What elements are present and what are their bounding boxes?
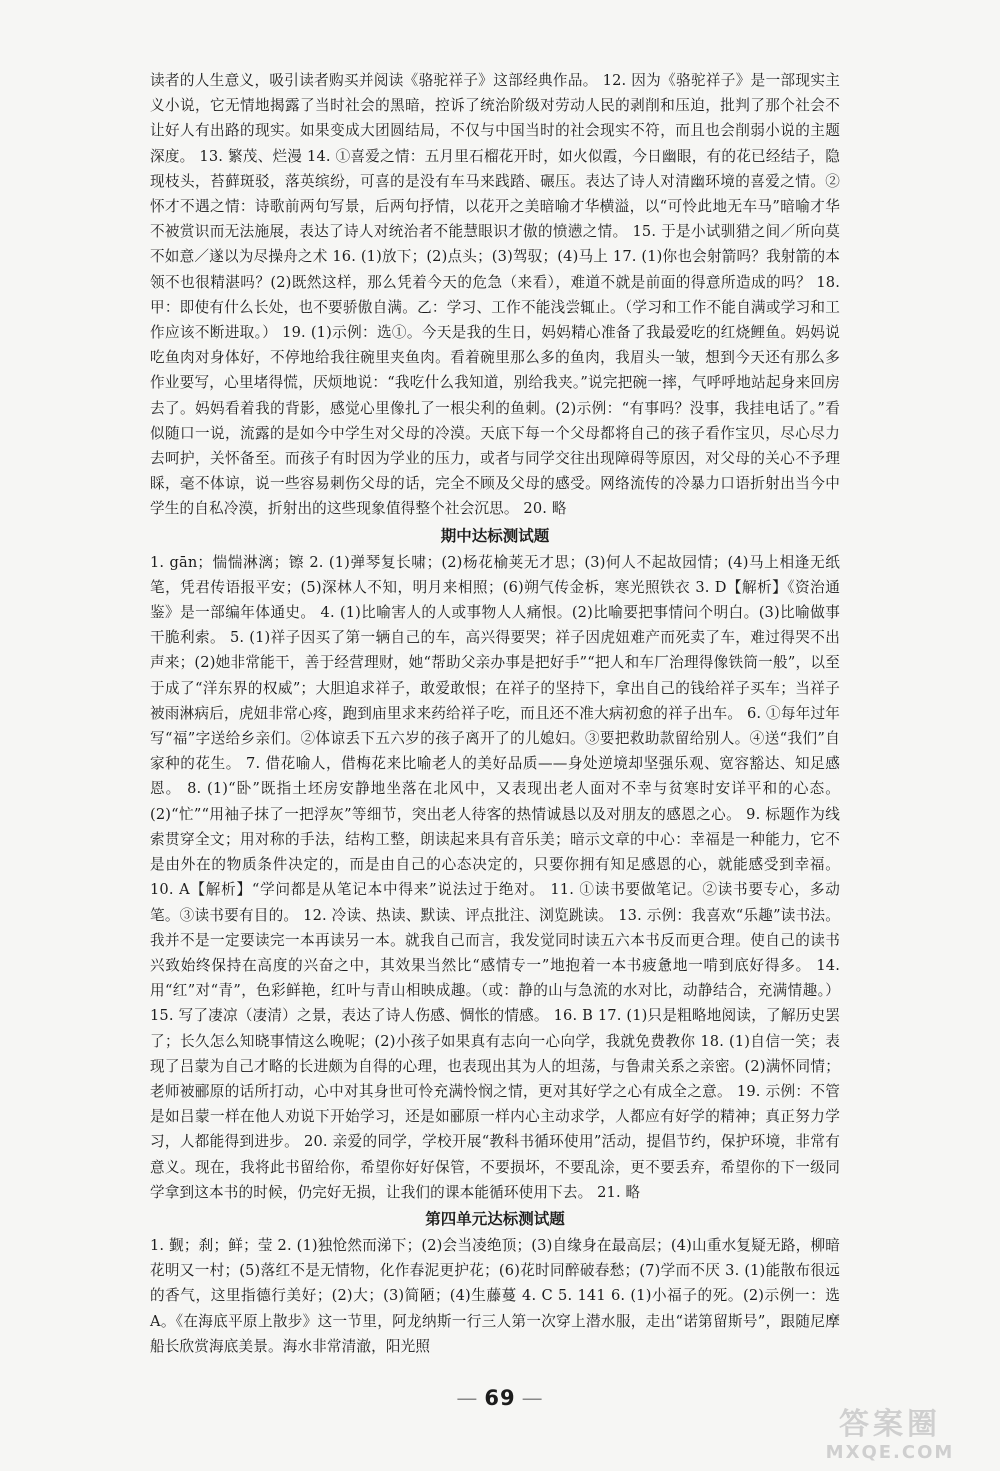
footer-dash-left: — (456, 1386, 479, 1410)
footer-dash-right: — (521, 1386, 544, 1410)
watermark-url: MXQE.COM (825, 1442, 955, 1463)
midterm-heading: 期中达标测试题 (440, 526, 550, 545)
unit4-heading: 第四单元达标测试题 (425, 1209, 565, 1228)
midterm-answers: 1. gān；惴惴淋漓；镲 2. (1)弹琴复长啸；(2)杨花榆荚无才思；(3)何人不起故园情；(4)马上相逢无纸笔，凭君传语报平安；(5)深林人不知，明月来相照；(6)朔气传金柝，寒光照铁衣 3. D【解析】《资治通鉴》是一部编年体通史。 4. (1)比喻害人的人或事物人人痛恨。(2)比喻要把事情问个明白。(3)比喻做事干脆利索。 5. (1)祥子因买了第一辆自己的车，高兴得要哭；祥子因虎妞难产而死卖了车，难过得哭不出声来；(2)她非常能干，善于经营理财，她“帮助父亲办事是把好手”“把人和车厂治理得像铁筒一般”，以至于成了“洋东界的权威”；大胆追求祥子，敢爱敢恨；在祥子的坚持下，拿出自己的钱给祥子买车；当祥子被雨淋病后，虎妞非常心疼，跑到庙里求来药给祥子吃，而且还不准大病初愈的祥子出车。 6. ①每年过年写“福”字送给乡亲们。②体谅丢下五六岁的孩子离开了的儿媳妇。③要把救助款留给别人。④送“我们”自家种的花生。 7. 借花喻人，借梅花来比喻老人的美好品质——身处逆境却坚强乐观、宽容豁达、知足感恩。 8. (1)“卧”既指土坯房安静地坐落在北风中，又表现出老人面对不幸与贫寒时安详平和的心态。(2)“忙”“用袖子抹了一把浮灰”等细节，突出老人待客的热情诚恳以及对朋友的感恩之心。 9. 标题作为线索贯穿全文；用对称的手法，结构工整，朗读起来具有音乐美；暗示文章的中心：幸福是一种能力，它不是由外在的物质条件决定的，而是由自己的心态决定的，只要你拥有知足感恩的心，就能感受到幸福。 10. A【解析】“学问都是从笔记本中得来”说法过于绝对。 11. ①读书要做笔记。②读书要专心，多动笔。③读书要有目的。 12. 冷读、热读、默读、评点批注、浏览跳读。 13. 示例：我喜欢“乐趣”读书法。我并不是一定要读完一本再读另一本。就我自己而言，我发觉同时读五六本书反而更合理。使自己的读书兴致始终保持在高度的兴奋之中，其效果当然比“感情专一”地抱着一本书疲惫地一啃到底好得多。 14. 用“红”对“青”，色彩鲜艳，红叶与青山相映成趣。（或：静的山与急流的水对比，动静结合，充满情趣。） 15. 写了凄凉（凄清）之景，表达了诗人伤感、惆怅的情感。 16. B 17. (1)只是粗略地阅读，了解历史罢了；长久怎么知晓事情这么晚呢；(2)小孩子如果真有志向一心向学，我就免费教你 18. (1)自信一笑；表现了吕蒙为自己才略的长进颇为自得的心理，也表现出其为人的坦荡，与鲁肃关系之亲密。(2)满怀同情；老师被郦原的话所打动，心中对其身世可怜充满怜悯之情，更对其好学之心有成全之意。 19. 示例：不管是如吕蒙一样在他人劝说下开始学习，还是如郦原一样内心主动求学，人都应有好学的精神；真正努力学习，人都能得到进步。 20. 亲爱的同学，学校开展“教科书循环使用”活动，提倡节约，保护环境，非常有意义。现在，我将此书留给你，希望你好好保管，不要损坏，不要乱涂，更不要丢弃，希望你的下一级同学拿到这本书的时候，仍完好无损，让我们的课本能循环使用下去。 21. 略 (150, 553, 840, 1201)
answer-page (150, 68, 840, 1359)
unit4-answers: 1. 觐；刹；鲜；莹 2. (1)独怆然而涕下；(2)会当凌绝顶；(3)自缘身在最高层；(4)山重水复疑无路，柳暗花明又一村；(5)落红不是无情物，化作春泥更护花；(6)花时同醉破春愁；(7)学而不厌 3. (1)能散布很远的香气，这里指德行美好；(2)大；(3)简陋；(4)生藤蔓 4. C 5. 141 6. (1)小福子的死。(2)示例一：选A。《在海底平原上散步》这一节里，阿龙纳斯一行三人第一次穿上潜水服，走出“诺第留斯号”，跟随尼摩船长欣赏海底美景。海水非常清澈，阳光照 (150, 1236, 840, 1355)
watermark (800, 1408, 980, 1466)
continued-answers: 读者的人生意义，吸引读者购买并阅读《骆驼祥子》这部经典作品。 12. 因为《骆驼祥子》是一部现实主义小说，它无情地揭露了当时社会的黑暗，控诉了统治阶级对劳动人民的剥削和压迫，批判了那个社会不让好人有出路的现实。如果变成大团圆结局，不仅与中国当时的社会现实不符，而且也会削弱小说的主题深度。 13. 繁茂、烂漫 14. ①喜爱之情：五月里石榴花开时，如火似霞，今日幽眼，有的花已经结子，隐现枝头，苔藓斑驳，落英缤纷，可喜的是没有车马来践踏、碾压。表达了诗人对清幽环境的喜爱之情。②怀才不遇之情：诗歌前两句写景，后两句抒情，以花开之美暗喻才华横溢，以“可怜此地无车马”暗喻才华不被赏识而无法施展，表达了诗人对统治者不能慧眼识才傲的愤懑之情。 15. 于是小试驯猎之间／所向莫不如意／遂以为尽操舟之术 16. (1)放下；(2)点头；(3)驾驭；(4)马上 17. (1)你也会射箭吗？我射箭的本领不也很精湛吗？(2)既然这样，那么凭着今天的危急（来看），难道不就是前面的得意所造成的吗？ 18. 甲：即使有什么长处，也不要骄傲自满。乙：学习、工作不能浅尝辄止。（学习和工作不能自满或学习和工作应该不断进取。） 19. (1)示例：选①。今天是我的生日，妈妈精心准备了我最爱吃的红烧鲤鱼。妈妈说吃鱼肉对身体好，不停地给我往碗里夹鱼肉。看着碗里那么多的鱼肉，我眉头一皱，想到今天还有那么多作业要写，心里堵得慌，厌烦地说：“我吃什么我知道，别给我夹。”说完把碗一摔，气呼呼地站起身来回房去了。妈妈看着我的背影，感觉心里像扎了一根尖利的鱼刺。(2)示例：“有事吗？没事，我挂电话了。”看似随口一说，流露的是如今中学生对父母的冷漠。天底下每一个父母都将自己的孩子看作宝贝，尽心尽力去呵护，关怀备至。而孩子有时因为学业的压力，或者与同学交往出现障碍等原因，对父母的关心不予理睬，毫不体谅，说一些容易刺伤父母的话，完全不顾及父母的感受。网络流传的冷暴力口语折射出当今中学生的自私冷漠，折射出的这些现象值得整个社会沉思。 20. 略 (150, 72, 840, 518)
page-number: 69 (484, 1386, 516, 1410)
watermark-logo-text: 答案圈 (839, 1407, 941, 1442)
